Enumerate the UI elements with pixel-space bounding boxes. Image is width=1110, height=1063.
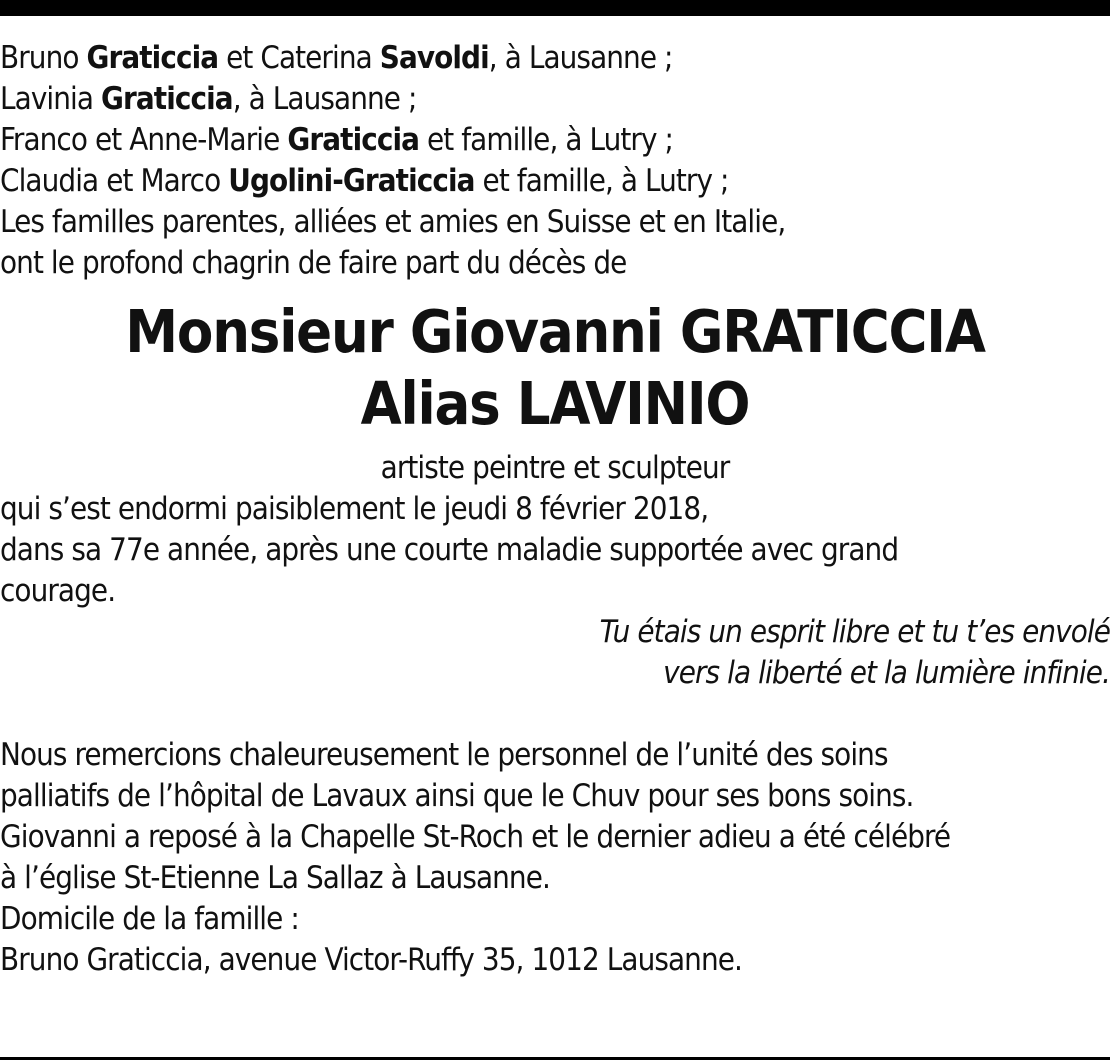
family-line-text: Franco et Anne-Marie	[0, 122, 288, 158]
family-address: Bruno Graticcia, avenue Victor-Ruffy 35, 1012 Lausanne.	[0, 942, 742, 978]
thanks-line: Giovanni a reposé à la Chapelle St-Roch et le dernier adieu a été célébré	[0, 819, 951, 855]
family-line	[0, 38, 1110, 79]
family-surname: Graticcia	[101, 81, 233, 117]
family-surname: Graticcia	[86, 40, 219, 76]
family-line-text: ont le profond chagrin de faire part du décès de	[0, 245, 627, 281]
deceased-alias: Alias LAVINIO	[360, 369, 750, 438]
thanks-line: Nous remercions chaleureusement le personnel de l’unité des soins	[0, 737, 888, 773]
family-line-text: , à Lausanne ;	[232, 81, 417, 117]
family-line-text: , à Lausanne ;	[488, 40, 673, 76]
quote-line: Tu étais un esprit libre et tu t’es envolé	[599, 614, 1110, 650]
family-line-text: Bruno	[0, 40, 87, 76]
announcement-line: dans sa 77e année, après une courte maladie supportée avec grand	[0, 532, 899, 568]
announcement-line: qui s’est endormi paisiblement le jeudi 8 février 2018,	[0, 491, 709, 527]
family-line-text: et famille, à Lutry ;	[474, 163, 729, 199]
quote-line: vers la liberté et la lumière infinie.	[663, 655, 1110, 691]
family-line	[0, 161, 1110, 202]
bottom-border-rule	[0, 1057, 1110, 1060]
deceased-profession: artiste peintre et sculpteur	[380, 450, 730, 486]
thanks-paragraph	[0, 735, 1110, 981]
family-line	[0, 79, 1110, 120]
family-line	[0, 120, 1110, 161]
top-border-rule	[0, 0, 1110, 16]
family-line-text: et famille, à Lutry ;	[419, 122, 674, 158]
announcement-paragraph	[0, 489, 1110, 612]
family-list	[0, 38, 1110, 284]
deceased-name-block	[0, 296, 1110, 440]
family-address-label: Domicile de la famille :	[0, 901, 299, 937]
obituary-notice	[0, 38, 1110, 981]
thanks-line: palliatifs de l’hôpital de Lavaux ainsi que le Chuv pour ses bons soins.	[0, 778, 914, 814]
family-line	[0, 243, 1110, 284]
epitaph-quote	[0, 612, 1110, 694]
family-surname: Graticcia	[287, 122, 420, 158]
family-line-text: et Caterina	[218, 40, 380, 76]
thanks-line: à l’église St-Etienne La Sallaz à Lausanne.	[0, 860, 550, 896]
family-line-text: Claudia et Marco	[0, 163, 229, 199]
family-line	[0, 202, 1110, 243]
family-line-text: Les familles parentes, alliées et amies en Suisse et en Italie,	[0, 204, 786, 240]
family-line-text: Lavinia	[0, 81, 102, 117]
family-surname: Savoldi	[379, 40, 489, 76]
family-surname: Ugolini-Graticcia	[228, 163, 475, 199]
announcement-line: courage.	[0, 573, 116, 609]
deceased-name: Monsieur Giovanni GRATICCIA	[125, 297, 985, 366]
